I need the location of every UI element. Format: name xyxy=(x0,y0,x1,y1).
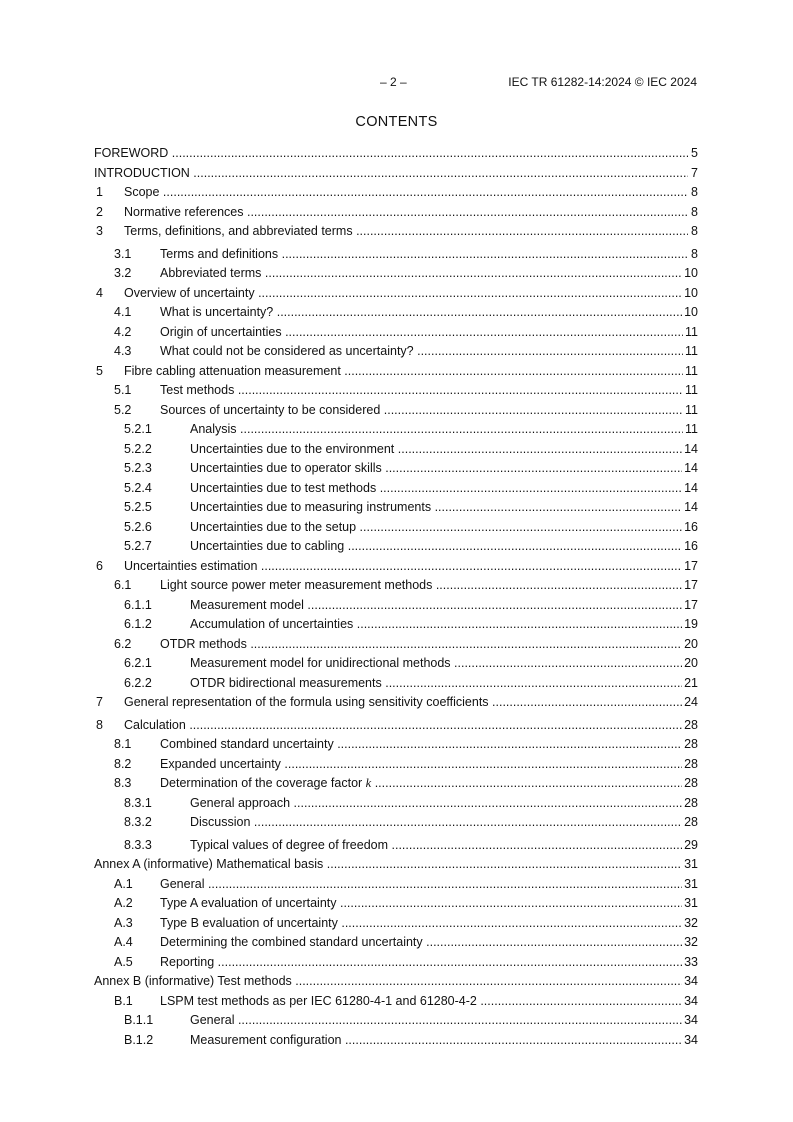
toc-entry[interactable] xyxy=(94,203,698,223)
toc-entry[interactable] xyxy=(94,774,698,794)
toc-entry-number: 3.1 xyxy=(114,246,132,261)
toc-entry-page: 34 xyxy=(684,993,698,1008)
toc-entry[interactable] xyxy=(94,693,698,713)
toc-entry[interactable] xyxy=(94,875,698,895)
toc-entry[interactable] xyxy=(94,794,698,814)
toc-entry-title: Analysis ..... xyxy=(190,422,688,436)
toc-entry-number: 8 xyxy=(96,717,103,732)
toc-entry-number: 8.3.1 xyxy=(124,795,152,810)
toc-entry[interactable] xyxy=(94,401,698,421)
toc-entry-title: Accumulation of uncertainties ..... xyxy=(190,617,688,631)
toc-entry-page: 10 xyxy=(684,266,698,280)
toc-entry-title: Abbreviated terms ..... xyxy=(160,266,688,280)
toc-entry-title: Expanded uncertainty ..... xyxy=(160,757,688,771)
toc-entry-title: Reporting ..... xyxy=(160,955,688,969)
toc-entry-title: FOREWORD ..... xyxy=(94,146,688,160)
toc-entry-title: General representation of the formula using sensitivity coefficients ..... xyxy=(124,695,688,709)
toc-entry-number: A.4 xyxy=(114,935,133,949)
toc-entry[interactable] xyxy=(94,836,698,856)
toc-entry-number: 5.2.6 xyxy=(124,519,152,534)
toc-entry-number: 2 xyxy=(96,204,103,219)
toc-entry-page: 19 xyxy=(684,617,698,631)
toc-entry[interactable] xyxy=(94,381,698,401)
toc-entry-number: 6.2.2 xyxy=(124,675,152,690)
toc-entry[interactable] xyxy=(94,914,698,934)
toc-entry-title: General approach ..... xyxy=(190,796,688,810)
toc-entry-number: 8.1 xyxy=(114,737,132,751)
toc-entry-page: 32 xyxy=(684,935,698,949)
table-of-contents xyxy=(94,144,698,1050)
toc-entry-title: Light source power meter measurement methods ..... xyxy=(160,578,688,592)
toc-entry-page: 34 xyxy=(684,974,698,988)
toc-entry-title: Calculation ..... xyxy=(124,718,688,732)
toc-entry-page: 8 xyxy=(691,204,698,219)
toc-entry[interactable] xyxy=(94,245,698,265)
toc-entry[interactable] xyxy=(94,576,698,596)
toc-entry-number: A.3 xyxy=(114,915,133,930)
toc-entry[interactable] xyxy=(94,813,698,833)
toc-entry-title: Fibre cabling attenuation measurement ..... xyxy=(124,364,688,378)
toc-entry-number: A.1 xyxy=(114,876,133,891)
toc-entry-page: 8 xyxy=(691,246,698,261)
page-number: – 2 – xyxy=(380,75,407,89)
toc-entry-number: 5.2 xyxy=(114,402,132,417)
toc-entry[interactable] xyxy=(94,479,698,499)
toc-entry-page: 29 xyxy=(684,837,698,852)
toc-entry-title: Type B evaluation of uncertainty ..... xyxy=(160,916,688,930)
toc-entry-page: 10 xyxy=(684,285,698,300)
toc-entry-page: 34 xyxy=(684,1032,698,1047)
toc-entry-title: Uncertainties due to test methods ..... xyxy=(190,481,688,495)
toc-entry-number: 8.3.3 xyxy=(124,837,152,852)
toc-entry-title: Scope ..... xyxy=(124,185,688,199)
toc-entry[interactable] xyxy=(94,144,698,164)
toc-entry-page: 20 xyxy=(684,636,698,651)
toc-entry-title: OTDR bidirectional measurements ..... xyxy=(190,676,688,690)
toc-entry-page: 17 xyxy=(684,558,698,573)
toc-entry-title: Normative references ..... xyxy=(124,205,688,219)
toc-entry-number: 6.1.2 xyxy=(124,617,152,631)
toc-entry-page: 11 xyxy=(685,363,698,378)
toc-entry-number: 4.1 xyxy=(114,305,132,319)
toc-entry-page: 10 xyxy=(684,305,698,319)
toc-entry[interactable] xyxy=(94,420,698,440)
toc-entry-title: Typical values of degree of freedom ..... xyxy=(190,838,688,852)
toc-entry-number: 5.2.5 xyxy=(124,500,152,514)
toc-entry-number: 5 xyxy=(96,363,103,378)
toc-entry-title: Uncertainties due to measuring instruments ..... xyxy=(190,500,688,514)
toc-entry-page: 31 xyxy=(684,857,698,871)
toc-entry[interactable] xyxy=(94,537,698,557)
toc-entry-page: 33 xyxy=(684,954,698,969)
toc-entry-number: 8.3 xyxy=(114,776,132,790)
toc-entry[interactable] xyxy=(94,183,698,203)
toc-entry[interactable] xyxy=(94,498,698,518)
toc-entry-number: 7 xyxy=(96,695,103,709)
toc-entry-page: 14 xyxy=(684,441,698,456)
toc-entry-page: 32 xyxy=(684,915,698,930)
toc-entry-page: 16 xyxy=(684,519,698,534)
page-header xyxy=(0,75,793,91)
toc-entry[interactable] xyxy=(94,518,698,538)
toc-entry-number: 5.2.7 xyxy=(124,539,152,553)
toc-entry-title: Uncertainties due to the setup ..... xyxy=(190,520,688,534)
toc-entry[interactable] xyxy=(94,264,698,284)
toc-entry-page: 28 xyxy=(684,756,698,771)
toc-entry[interactable] xyxy=(94,596,698,616)
toc-entry-number: 4.3 xyxy=(114,344,132,358)
toc-entry-number: 6.2.1 xyxy=(124,656,152,670)
toc-entry-page: 14 xyxy=(684,500,698,514)
toc-entry-number: 8.2 xyxy=(114,756,132,771)
toc-entry[interactable] xyxy=(94,953,698,973)
toc-entry-title: INTRODUCTION ..... xyxy=(94,166,688,180)
toc-entry-number: 6.1.1 xyxy=(124,597,152,612)
toc-entry-number: 5.2.2 xyxy=(124,441,152,456)
toc-entry-page: 8 xyxy=(691,224,698,238)
toc-entry-number: A.5 xyxy=(114,954,133,969)
toc-entry[interactable] xyxy=(94,755,698,775)
toc-entry-page: 31 xyxy=(684,876,698,891)
toc-entry-page: 5 xyxy=(691,146,698,160)
toc-entry-number: B.1.2 xyxy=(124,1032,154,1047)
toc-entry[interactable] xyxy=(94,557,698,577)
toc-entry-title: Terms and definitions ..... xyxy=(160,247,688,261)
toc-entry-title: Type A evaluation of uncertainty ..... xyxy=(160,896,688,910)
toc-entry-page: 8 xyxy=(691,185,698,199)
toc-entry-title: Measurement model ..... xyxy=(190,598,688,612)
toc-entry-page: 28 xyxy=(684,776,698,790)
toc-entry-page: 24 xyxy=(684,695,698,709)
toc-entry-page: 28 xyxy=(684,795,698,810)
toc-entry-title: Test methods ..... xyxy=(160,383,688,397)
toc-entry-title: LSPM test methods as per IEC 61280-4-1 and 61280-4-2 ..... xyxy=(160,994,688,1008)
toc-entry-title: Overview of uncertainty ..... xyxy=(124,286,688,300)
toc-entry-page: 11 xyxy=(685,383,698,397)
toc-entry-number: 5.1 xyxy=(114,383,132,397)
toc-entry-title: Measurement configuration ..... xyxy=(190,1033,688,1047)
toc-entry[interactable] xyxy=(94,222,698,242)
toc-entry[interactable] xyxy=(94,654,698,674)
toc-entry-page: 21 xyxy=(684,675,698,690)
toc-entry[interactable] xyxy=(94,855,698,875)
toc-entry[interactable] xyxy=(94,459,698,479)
toc-entry-title: Sources of uncertainty to be considered ..... xyxy=(160,403,688,417)
toc-entry-title: OTDR methods ..... xyxy=(160,637,688,651)
toc-entry-page: 16 xyxy=(684,539,698,553)
toc-entry-number: 6 xyxy=(96,558,103,573)
toc-entry-title: Annex B (informative) Test methods ..... xyxy=(94,974,688,988)
toc-entry-page: 7 xyxy=(691,165,698,180)
toc-entry-number: 4.2 xyxy=(114,324,132,339)
toc-entry-number: A.2 xyxy=(114,896,133,910)
toc-entry-page: 14 xyxy=(684,480,698,495)
toc-entry-title: Measurement model for unidirectional methods ..... xyxy=(190,656,688,670)
toc-entry-title: Terms, definitions, and abbreviated terms ..... xyxy=(124,224,688,238)
toc-entry-page: 20 xyxy=(684,656,698,670)
toc-entry-number: 1 xyxy=(96,185,103,199)
toc-entry[interactable] xyxy=(94,342,698,362)
toc-entry-page: 11 xyxy=(685,344,698,358)
toc-entry-title: What is uncertainty? ..... xyxy=(160,305,688,319)
toc-entry-title: Discussion ..... xyxy=(190,815,688,829)
toc-entry-number: 6.1 xyxy=(114,578,132,592)
toc-entry[interactable] xyxy=(94,735,698,755)
toc-entry-page: 31 xyxy=(684,896,698,910)
toc-entry[interactable] xyxy=(94,323,698,343)
toc-entry-title: What could not be considered as uncertainty? ..... xyxy=(160,344,688,358)
toc-entry-title: Annex A (informative) Mathematical basis ..... xyxy=(94,857,688,871)
toc-entry-page: 11 xyxy=(685,324,698,339)
toc-entry-page: 34 xyxy=(684,1013,698,1027)
toc-entry-title: Uncertainties due to operator skills ..... xyxy=(190,461,688,475)
toc-entry-number: 6.2 xyxy=(114,636,132,651)
toc-entry-title: General ..... xyxy=(160,877,688,891)
document-id: IEC TR 61282-14:2024 © IEC 2024 xyxy=(508,75,697,89)
toc-entry-number: B.1 xyxy=(114,993,133,1008)
toc-entry[interactable] xyxy=(94,284,698,304)
toc-entry-title: Uncertainties due to the environment ..... xyxy=(190,442,688,456)
toc-entry-page: 28 xyxy=(684,815,698,829)
toc-entry-title: Determining the combined standard uncertainty ..... xyxy=(160,935,688,949)
toc-entry-title: Origin of uncertainties ..... xyxy=(160,325,688,339)
toc-entry[interactable] xyxy=(94,992,698,1012)
toc-entry-title: Combined standard uncertainty ..... xyxy=(160,737,688,751)
toc-entry[interactable] xyxy=(94,303,698,323)
toc-entry-page: 11 xyxy=(685,402,698,417)
toc-entry-number: 5.2.1 xyxy=(124,422,152,436)
toc-entry[interactable] xyxy=(94,933,698,953)
toc-entry-page: 14 xyxy=(684,461,698,475)
toc-entry-page: 28 xyxy=(684,717,698,732)
toc-entry[interactable] xyxy=(94,972,698,992)
toc-entry[interactable] xyxy=(94,440,698,460)
toc-entry[interactable] xyxy=(94,894,698,914)
toc-entry[interactable] xyxy=(94,164,698,184)
toc-entry-number: B.1.1 xyxy=(124,1013,154,1027)
toc-entry-number: 4 xyxy=(96,285,103,300)
toc-entry[interactable] xyxy=(94,635,698,655)
toc-entry-number: 5.2.3 xyxy=(124,461,152,475)
toc-entry[interactable] xyxy=(94,615,698,635)
toc-entry-number: 3 xyxy=(96,224,103,238)
toc-entry-number: 8.3.2 xyxy=(124,815,152,829)
toc-entry-page: 11 xyxy=(685,422,698,436)
toc-entry-title: Uncertainties estimation ..... xyxy=(124,559,688,573)
toc-entry-title: Uncertainties due to cabling ..... xyxy=(190,539,688,553)
toc-entry-page: 17 xyxy=(684,578,698,592)
toc-entry[interactable] xyxy=(94,1031,698,1051)
toc-entry[interactable] xyxy=(94,716,698,736)
toc-entry-page: 28 xyxy=(684,737,698,751)
toc-entry[interactable] xyxy=(94,674,698,694)
toc-entry[interactable] xyxy=(94,1011,698,1031)
toc-entry-number: 5.2.4 xyxy=(124,480,152,495)
toc-entry-page: 17 xyxy=(684,597,698,612)
toc-entry[interactable] xyxy=(94,362,698,382)
toc-entry-number: 3.2 xyxy=(114,266,132,280)
toc-entry-title: Determination of the coverage factor k ..... xyxy=(160,776,688,791)
toc-entry-title: General ..... xyxy=(190,1013,688,1027)
contents-title: CONTENTS xyxy=(355,114,438,130)
